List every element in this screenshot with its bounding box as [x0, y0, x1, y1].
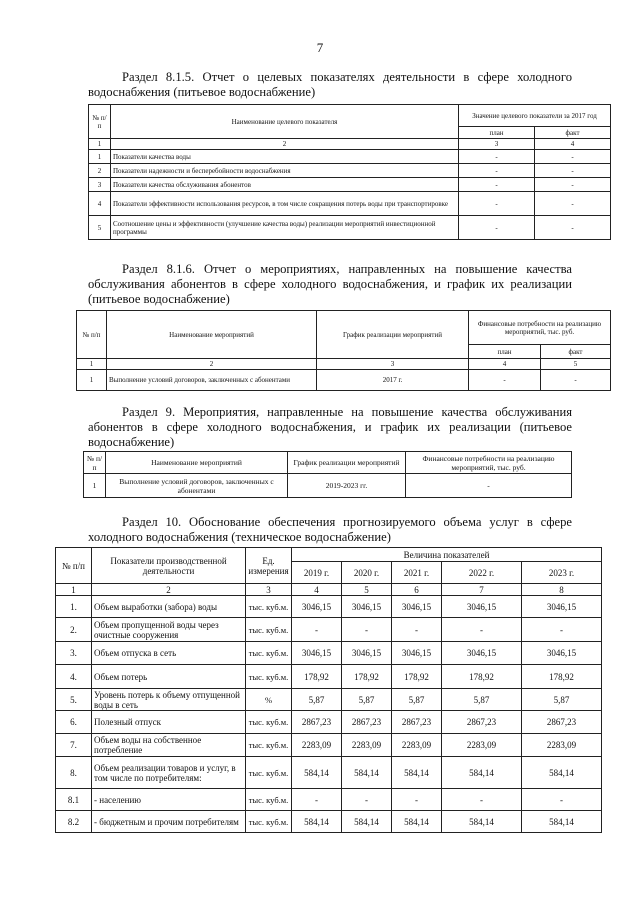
index-cell: 3 [459, 139, 535, 150]
row-value: - [342, 789, 392, 811]
col-finance-header: Финансовые потребности на реализацию мероприятий, тыс. руб. [469, 311, 611, 345]
row-schedule: 2019-2023 гг. [288, 474, 406, 498]
forecast-table [55, 547, 602, 833]
table-row [56, 618, 602, 642]
row-name: Показатели эффективности использования ресурсов, в том числе сокращения потерь воды при транспортировке [111, 192, 459, 216]
index-cell: 8 [522, 584, 602, 596]
col-plan-header: план [469, 345, 541, 359]
row-unit: тыс. куб.м. [246, 711, 292, 734]
table-row [56, 596, 602, 618]
row-name: Показатели качества обслуживания абонентов [111, 178, 459, 192]
row-unit: тыс. куб.м. [246, 642, 292, 665]
section-8-1-6-heading: Раздел 8.1.6. Отчет о мероприятиях, направленных на повышение качества обслуживания абонентов в сфере холодного водоснабжения, и график их реализации (питьевое водоснабжение) [88, 262, 572, 306]
row-value: - [522, 618, 602, 642]
row-value: 584,14 [392, 811, 442, 833]
row-value: - [442, 789, 522, 811]
row-name: Показатели надежности и бесперебойности водоснабжения [111, 164, 459, 178]
row-value: 2867,23 [522, 711, 602, 734]
row-value: - [292, 618, 342, 642]
row-name: Полезный отпуск [92, 711, 246, 734]
row-fact: - [535, 216, 611, 240]
table-row [56, 789, 602, 811]
row-value: - [392, 618, 442, 642]
index-cell: 3 [317, 359, 469, 370]
row-num: 1 [89, 150, 111, 164]
col-schedule-header: График реализации мероприятий [317, 311, 469, 359]
row-value: 2867,23 [442, 711, 522, 734]
row-num: 1 [84, 474, 106, 498]
row-value: - [392, 789, 442, 811]
row-plan: - [459, 216, 535, 240]
table-row [77, 370, 611, 391]
row-value: - [442, 618, 522, 642]
row-value: 2283,09 [522, 734, 602, 757]
index-cell: 4 [292, 584, 342, 596]
row-fact: - [535, 164, 611, 178]
row-num: 8.1 [56, 789, 92, 811]
row-value: 5,87 [292, 689, 342, 711]
row-name: Соотношение цены и эффективности (улучшение качества воды) реализации мероприятий инвестиционной программы [111, 216, 459, 240]
row-plan: - [459, 178, 535, 192]
row-value: 2283,09 [392, 734, 442, 757]
row-num: 3. [56, 642, 92, 665]
row-name: Объем воды на собственное потребление [92, 734, 246, 757]
year-header: 2021 г. [392, 562, 442, 584]
row-value: - [522, 789, 602, 811]
row-value: 584,14 [392, 757, 442, 789]
row-name: Объем отпуска в сеть [92, 642, 246, 665]
row-num: 1 [77, 370, 107, 391]
index-cell: 2 [111, 139, 459, 150]
table-row [89, 164, 611, 178]
row-unit: тыс. куб.м. [246, 734, 292, 757]
row-value: 584,14 [342, 757, 392, 789]
row-num: 5 [89, 216, 111, 240]
table-row [56, 757, 602, 789]
row-value: - [342, 618, 392, 642]
row-value: 584,14 [522, 757, 602, 789]
row-value: 584,14 [292, 757, 342, 789]
row-num: 6. [56, 711, 92, 734]
row-num: 4 [89, 192, 111, 216]
row-value: 2867,23 [292, 711, 342, 734]
row-value: 3046,15 [392, 596, 442, 618]
row-value: 178,92 [442, 665, 522, 689]
measures-table [76, 310, 611, 391]
row-num: 2 [89, 164, 111, 178]
row-unit: % [246, 689, 292, 711]
row-finance: - [406, 474, 572, 498]
row-fact: - [541, 370, 611, 391]
row-fact: - [535, 150, 611, 164]
row-value: 3046,15 [292, 642, 342, 665]
row-name: Объем реализации товаров и услуг, в том числе по потребителям: [92, 757, 246, 789]
index-cell: 4 [469, 359, 541, 370]
table-row [56, 665, 602, 689]
row-value: 3046,15 [342, 596, 392, 618]
index-cell: 3 [246, 584, 292, 596]
table-row [56, 811, 602, 833]
row-value: 2283,09 [342, 734, 392, 757]
row-value: 178,92 [522, 665, 602, 689]
col-value-header: Величина показателей [292, 548, 602, 562]
col-num-header: № п/п [84, 452, 106, 474]
col-finance-header: Финансовые потребности на реализацию мероприятий, тыс. руб. [406, 452, 572, 474]
row-unit: тыс. куб.м. [246, 618, 292, 642]
table-row [89, 192, 611, 216]
index-cell: 7 [442, 584, 522, 596]
index-cell: 1 [89, 139, 111, 150]
index-cell: 5 [342, 584, 392, 596]
year-header: 2020 г. [342, 562, 392, 584]
col-num-header: № п/п [89, 105, 111, 139]
row-name: Объем потерь [92, 665, 246, 689]
col-name-header: Показатели производственной деятельности [92, 548, 246, 584]
table-row [56, 734, 602, 757]
row-value: 584,14 [442, 757, 522, 789]
row-num: 5. [56, 689, 92, 711]
col-name-header: Наименование мероприятий [106, 452, 288, 474]
row-unit: тыс. куб.м. [246, 757, 292, 789]
row-value: 2283,09 [292, 734, 342, 757]
row-value: 3046,15 [522, 596, 602, 618]
col-name-header: Наименование мероприятий [107, 311, 317, 359]
col-schedule-header: График реализации мероприятий [288, 452, 406, 474]
row-value: 3046,15 [292, 596, 342, 618]
index-cell: 2 [92, 584, 246, 596]
row-name: Выполнение условий договоров, заключенных с абонентами [107, 370, 317, 391]
row-unit: тыс. куб.м. [246, 789, 292, 811]
col-unit-header: Ед. измерения [246, 548, 292, 584]
row-value: 3046,15 [392, 642, 442, 665]
row-value: 584,14 [292, 811, 342, 833]
row-fact: - [535, 178, 611, 192]
row-name: Объем пропущенной воды через очистные сооружения [92, 618, 246, 642]
row-value: 5,87 [442, 689, 522, 711]
col-fact-header: факт [541, 345, 611, 359]
year-header: 2023 г. [522, 562, 602, 584]
row-num: 2. [56, 618, 92, 642]
row-plan: - [469, 370, 541, 391]
row-value: 5,87 [392, 689, 442, 711]
table-row [56, 689, 602, 711]
index-cell: 1 [56, 584, 92, 596]
row-num: 8. [56, 757, 92, 789]
row-name: - бюджетным и прочим потребителям [92, 811, 246, 833]
col-name-header: Наименование целевого показателя [111, 105, 459, 139]
row-name: Выполнение условий договоров, заключенных с абонентами [106, 474, 288, 498]
row-plan: - [459, 192, 535, 216]
col-num-header: № п/п [56, 548, 92, 584]
page-number: 7 [316, 40, 324, 55]
row-value: 584,14 [342, 811, 392, 833]
index-cell: 2 [107, 359, 317, 370]
index-cell: 4 [535, 139, 611, 150]
row-num: 8.2 [56, 811, 92, 833]
row-value: 3046,15 [442, 596, 522, 618]
row-value: 2283,09 [442, 734, 522, 757]
row-name: Объем выработки (забора) воды [92, 596, 246, 618]
row-value: - [292, 789, 342, 811]
forecast-rows [56, 596, 602, 833]
row-value: 584,14 [442, 811, 522, 833]
table-row [56, 642, 602, 665]
table-row [89, 150, 611, 164]
row-name: Показатели качества воды [111, 150, 459, 164]
col-value-header: Значение целевого показатели за 2017 год [459, 105, 611, 127]
row-plan: - [459, 164, 535, 178]
row-name: Уровень потерь к объему отпущенной воды в сеть [92, 689, 246, 711]
table-row [84, 474, 572, 498]
targets-table [88, 104, 611, 240]
row-value: 178,92 [392, 665, 442, 689]
row-plan: - [459, 150, 535, 164]
row-value: 2867,23 [342, 711, 392, 734]
row-unit: тыс. куб.м. [246, 811, 292, 833]
col-fact-header: факт [535, 127, 611, 139]
col-plan-header: план [459, 127, 535, 139]
table-row [89, 178, 611, 192]
row-num: 3 [89, 178, 111, 192]
table-row [56, 711, 602, 734]
row-fact: - [535, 192, 611, 216]
table-row [89, 216, 611, 240]
row-name: - населению [92, 789, 246, 811]
index-cell: 6 [392, 584, 442, 596]
index-cell: 1 [77, 359, 107, 370]
year-header: 2019 г. [292, 562, 342, 584]
row-num: 1. [56, 596, 92, 618]
section-9-heading: Раздел 9. Мероприятия, направленные на повышение качества обслуживания абонентов в сфере холодного водоснабжения, и график их реализации (питьевое водоснабжение) [88, 405, 572, 449]
row-value: 178,92 [342, 665, 392, 689]
row-schedule: 2017 г. [317, 370, 469, 391]
year-header: 2022 г. [442, 562, 522, 584]
row-value: 584,14 [522, 811, 602, 833]
section-8-1-5-heading: Раздел 8.1.5. Отчет о целевых показателях деятельности в сфере холодного водоснабжения (питьевое водоснабжение) [88, 70, 572, 99]
index-cell: 5 [541, 359, 611, 370]
plan-table [83, 451, 572, 498]
row-value: 5,87 [522, 689, 602, 711]
row-unit: тыс. куб.м. [246, 596, 292, 618]
row-value: 178,92 [292, 665, 342, 689]
row-num: 7. [56, 734, 92, 757]
row-value: 3046,15 [442, 642, 522, 665]
col-num-header: № п/п [77, 311, 107, 359]
row-value: 3046,15 [342, 642, 392, 665]
row-value: 5,87 [342, 689, 392, 711]
row-unit: тыс. куб.м. [246, 665, 292, 689]
row-value: 3046,15 [522, 642, 602, 665]
section-10-heading: Раздел 10. Обоснование обеспечения прогнозируемого объема услуг в сфере холодного водоснабжения (техническое водоснабжение) [88, 515, 572, 544]
row-num: 4. [56, 665, 92, 689]
row-value: 2867,23 [392, 711, 442, 734]
